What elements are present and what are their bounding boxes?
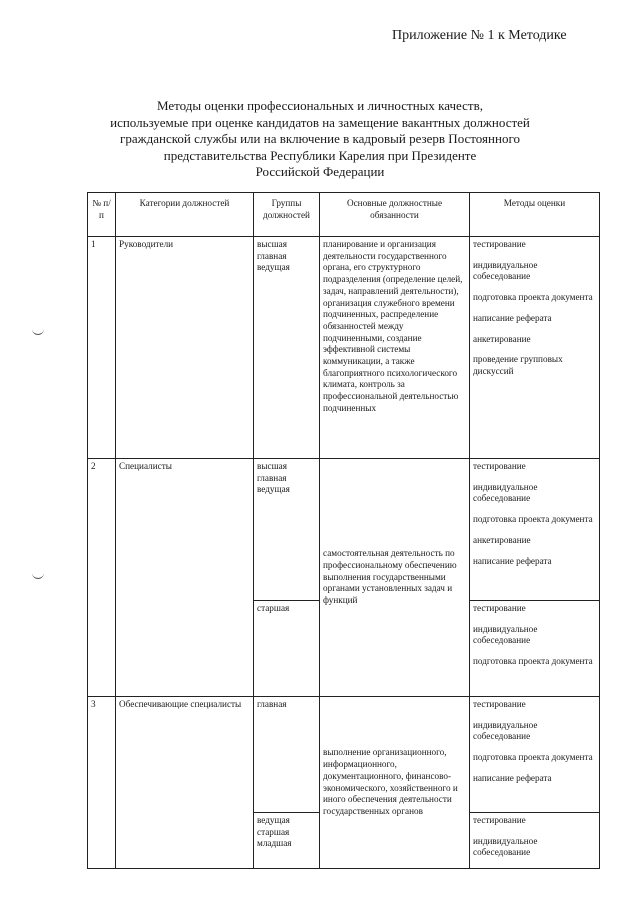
header-category: Категории должностей xyxy=(116,193,254,237)
row-category: Руководители xyxy=(116,237,254,459)
method-item: анкетирование xyxy=(473,534,531,545)
row-category: Обеспечивающие специалисты xyxy=(116,697,254,869)
title-line: используемые при оценке кандидатов на замещение вакантных должностей xyxy=(110,114,530,130)
row-groups: высшая главная ведущая xyxy=(254,237,320,459)
method-item: тестирование xyxy=(473,699,526,709)
method-item: подготовка проекта документа xyxy=(473,292,593,303)
header-num: № п/п xyxy=(88,193,116,237)
appendix-label: Приложение № 1 к Методике xyxy=(392,28,567,43)
header-methods: Методы оценки xyxy=(470,193,600,237)
table-row xyxy=(88,697,600,813)
method-item: тестирование xyxy=(473,461,526,471)
row-groups: старшая xyxy=(254,601,320,697)
method-item: анкетирование xyxy=(473,333,531,344)
row-duties: выполнение организационного, информационного, документационного, финансово-экономического, хозяйственного и иного обеспечения деятельности государственных органов xyxy=(320,697,470,869)
method-item: тестирование xyxy=(473,815,526,825)
row-num: 2 xyxy=(88,459,116,697)
row-groups: высшая главная ведущая xyxy=(254,459,320,601)
row-groups: ведущая старшая младшая xyxy=(254,813,320,869)
method-item: индивидуальное собеседование xyxy=(473,835,538,858)
margin-mark xyxy=(32,328,44,335)
row-methods xyxy=(470,813,600,869)
row-methods xyxy=(470,459,600,601)
document-title xyxy=(110,98,530,181)
method-item: индивидуальное собеседование xyxy=(473,719,538,742)
header-groups: Группы должностей xyxy=(254,193,320,237)
method-item: индивидуальное собеседование xyxy=(473,623,538,646)
row-num: 1 xyxy=(88,237,116,459)
table-header-row xyxy=(88,193,600,237)
row-methods xyxy=(470,237,600,459)
row-groups: главная xyxy=(254,697,320,813)
method-item: тестирование xyxy=(473,239,526,249)
row-category: Специалисты xyxy=(116,459,254,697)
method-item: написание реферата xyxy=(473,772,552,783)
method-item: подготовка проекта документа xyxy=(473,752,593,763)
header-duties: Основные должностные обязанности xyxy=(320,193,470,237)
row-methods xyxy=(470,601,600,697)
row-duties: планирование и организация деятельности государственного органа, его структурного подразделения (определение целей, задач, направлений деятельности), организация служебного времени подчиненных, распределение обязанностей между подчиненными, создание эффективной системы коммуникации, а также благоприятного психологического климата, контроль за профессиональной деятельностью подчиненных xyxy=(320,237,470,459)
row-duties: самостоятельная деятельность по профессиональному обеспечению выполнения государственными органами установленных задач и функций xyxy=(320,459,470,697)
method-item: написание реферата xyxy=(473,312,552,323)
title-line: Российской Федерации xyxy=(255,164,385,179)
method-item: проведение групповых дискуссий xyxy=(473,354,563,376)
title-line: Методы оценки профессиональных и личностных качеств, xyxy=(157,98,483,113)
row-num: 3 xyxy=(88,697,116,869)
method-item: индивидуальное собеседование xyxy=(473,259,538,282)
table-row xyxy=(88,237,600,459)
title-line: гражданской службы или на включение в кадровый резерв Постоянного xyxy=(120,131,520,146)
method-item: индивидуальное собеседование xyxy=(473,481,538,504)
row-methods xyxy=(470,697,600,813)
title-line: представительства Республики Карелия при Президенте xyxy=(163,147,477,163)
method-item: подготовка проекта документа xyxy=(473,514,593,525)
table-row xyxy=(88,459,600,601)
margin-mark xyxy=(32,572,44,579)
method-item: тестирование xyxy=(473,603,526,613)
methods-table xyxy=(87,192,600,869)
method-item: подготовка проекта документа xyxy=(473,656,593,667)
method-item: написание реферата xyxy=(473,555,552,566)
